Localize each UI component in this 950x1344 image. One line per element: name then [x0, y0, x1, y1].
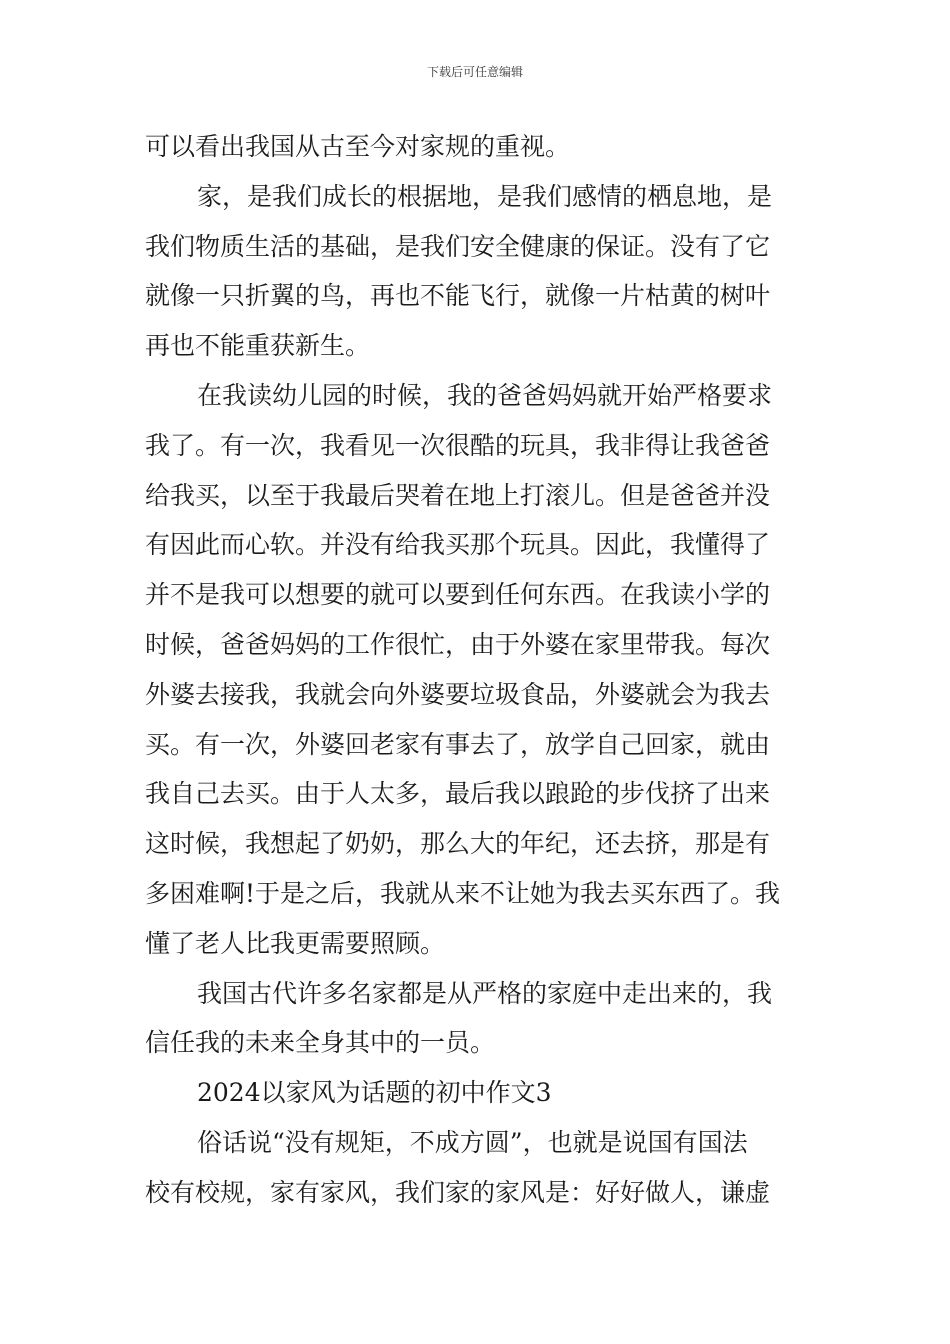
section-heading: 2024以家风为话题的初中作文3 [197, 1078, 552, 1108]
text-line: 可以看出我国从古至今对家规的重视。 [145, 132, 571, 161]
text-line: 时候，爸爸妈妈的工作很忙，由于外婆在家里带我。每次 [145, 629, 771, 659]
text-line: 我了。有一次，我看见一次很酷的玩具，我非得让我爸爸 [145, 430, 771, 460]
text-line: 并不是我可以想要的就可以要到任何东西。在我读小学的 [145, 580, 771, 610]
text-line: 就像一只折翼的鸟，再也不能飞行，就像一片枯黄的树叶 [145, 281, 771, 311]
text-line: 我国古代许多名家都是从严格的家庭中走出来的，我 [197, 978, 773, 1008]
text-line: 再也不能重获新生。 [145, 331, 371, 361]
text-line: 信任我的未来全身其中的一员。 [145, 1028, 496, 1058]
text-line: 给我买，以至于我最后哭着在地上打滚儿。但是爸爸并没 [145, 480, 771, 510]
text-line: 家，是我们成长的根据地，是我们感情的栖息地，是 [197, 181, 773, 211]
text-line: 这时候，我想起了奶奶，那么大的年纪，还去挤，那是有 [145, 829, 771, 859]
text-line: 我自己去买。由于人太多，最后我以踉跄的步伐挤了出来 [145, 779, 771, 809]
text-line: 我们物质生活的基础，是我们安全健康的保证。没有了它 [145, 231, 771, 261]
document-body [145, 122, 807, 1218]
text-line: 俗话说“没有规矩，不成方圆”，也就是说国有国法 [197, 1127, 748, 1157]
text-line: 多困难啊!于是之后，我就从来不让她为我去买东西了。我 [145, 878, 781, 908]
page-header: 下载后可任意编辑 [426, 65, 523, 79]
text-line: 有因此而心软。并没有给我买那个玩具。因此，我懂得了 [145, 530, 771, 560]
text-line: 校有校规，家有家风，我们家的家风是：好好做人，谦虚 [145, 1177, 771, 1207]
text-line: 买。有一次，外婆回老家有事去了，放学自己回家，就由 [145, 729, 771, 759]
text-line: 懂了老人比我更需要照顾。 [145, 928, 446, 958]
text-line: 外婆去接我，我就会向外婆要垃圾食品，外婆就会为我去 [145, 679, 771, 709]
text-line: 在我读幼儿园的时候，我的爸爸妈妈就开始严格要求 [197, 380, 773, 410]
